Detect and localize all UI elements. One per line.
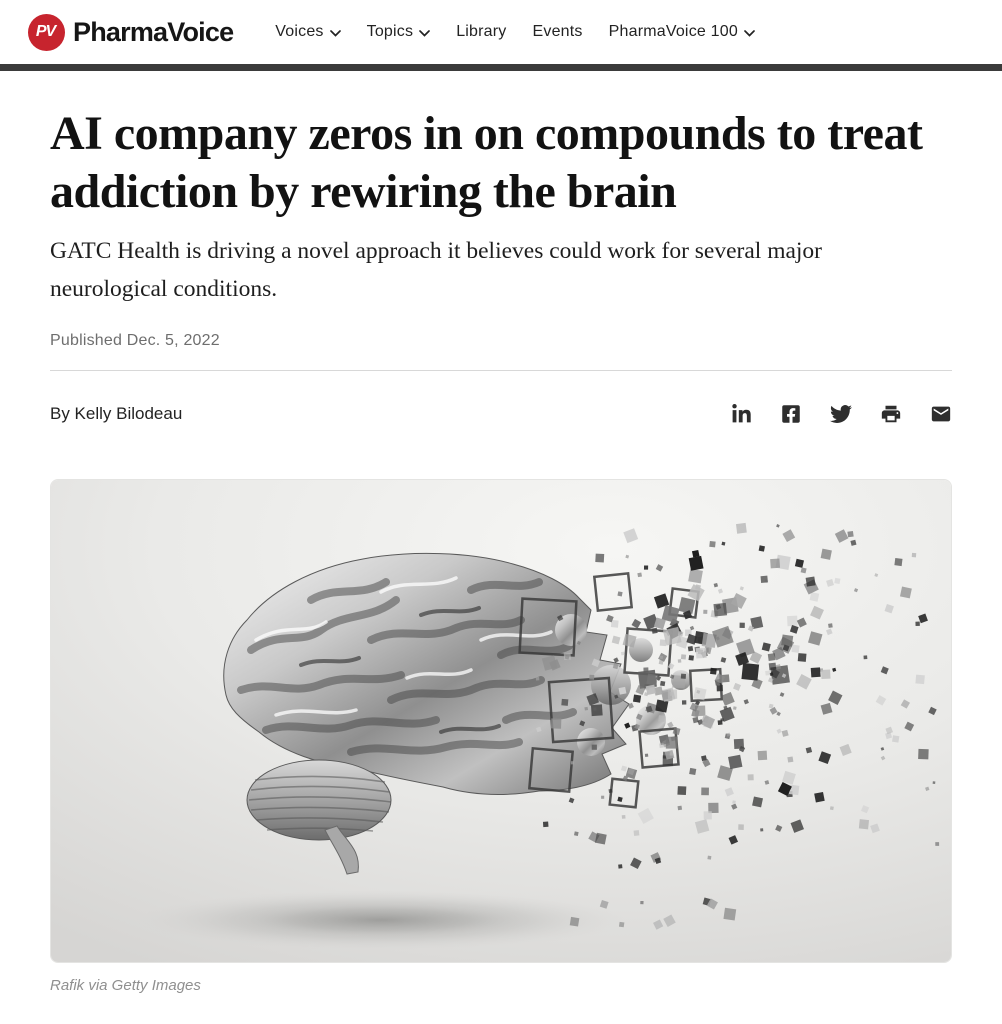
- chevron-down-icon: [330, 30, 341, 37]
- nav-item-voices[interactable]: [275, 23, 340, 41]
- hero-figure: [50, 479, 952, 994]
- logo-pv-icon: PV: [28, 14, 65, 51]
- byline[interactable]: By Kelly Bilodeau: [50, 404, 183, 424]
- print-icon[interactable]: [880, 403, 902, 425]
- article-dek: GATC Health is driving a novel approach it believes could work for several major neurological conditions.: [50, 238, 823, 302]
- article-title: AI company zeros in on compounds to treat addiction by rewiring the brain: [50, 107, 923, 219]
- divider: [50, 370, 952, 371]
- hero-image: [50, 479, 952, 963]
- nav-item-label: PharmaVoice 100: [608, 23, 738, 40]
- published-date: Published Dec. 5, 2022: [50, 332, 220, 350]
- nav-item-topics[interactable]: [367, 23, 431, 41]
- linkedin-icon[interactable]: [730, 403, 752, 425]
- nav-item-pharmavoice-100[interactable]: [609, 23, 755, 41]
- nav-item-library[interactable]: [456, 23, 506, 41]
- nav-item-events[interactable]: [533, 23, 583, 41]
- email-icon[interactable]: [930, 403, 952, 425]
- nav-item-label: Library: [456, 23, 507, 40]
- site-logo[interactable]: [28, 14, 233, 51]
- chevron-down-icon: [419, 30, 430, 37]
- nav-item-label: Topics: [366, 23, 414, 40]
- main-nav: [275, 23, 755, 41]
- share-toolbar: [730, 403, 952, 425]
- logo-wordmark: PharmaVoice: [73, 16, 234, 47]
- nav-item-label: Voices: [275, 23, 324, 40]
- byline-row: [50, 403, 952, 425]
- chevron-down-icon: [744, 30, 755, 37]
- nav-item-label: Events: [532, 23, 583, 40]
- site-header: [0, 0, 1002, 64]
- header-rule: [0, 64, 1002, 71]
- hero-caption: Rafik via Getty Images: [50, 977, 201, 995]
- article: [50, 105, 952, 994]
- twitter-icon[interactable]: [830, 403, 852, 425]
- facebook-icon[interactable]: [780, 403, 802, 425]
